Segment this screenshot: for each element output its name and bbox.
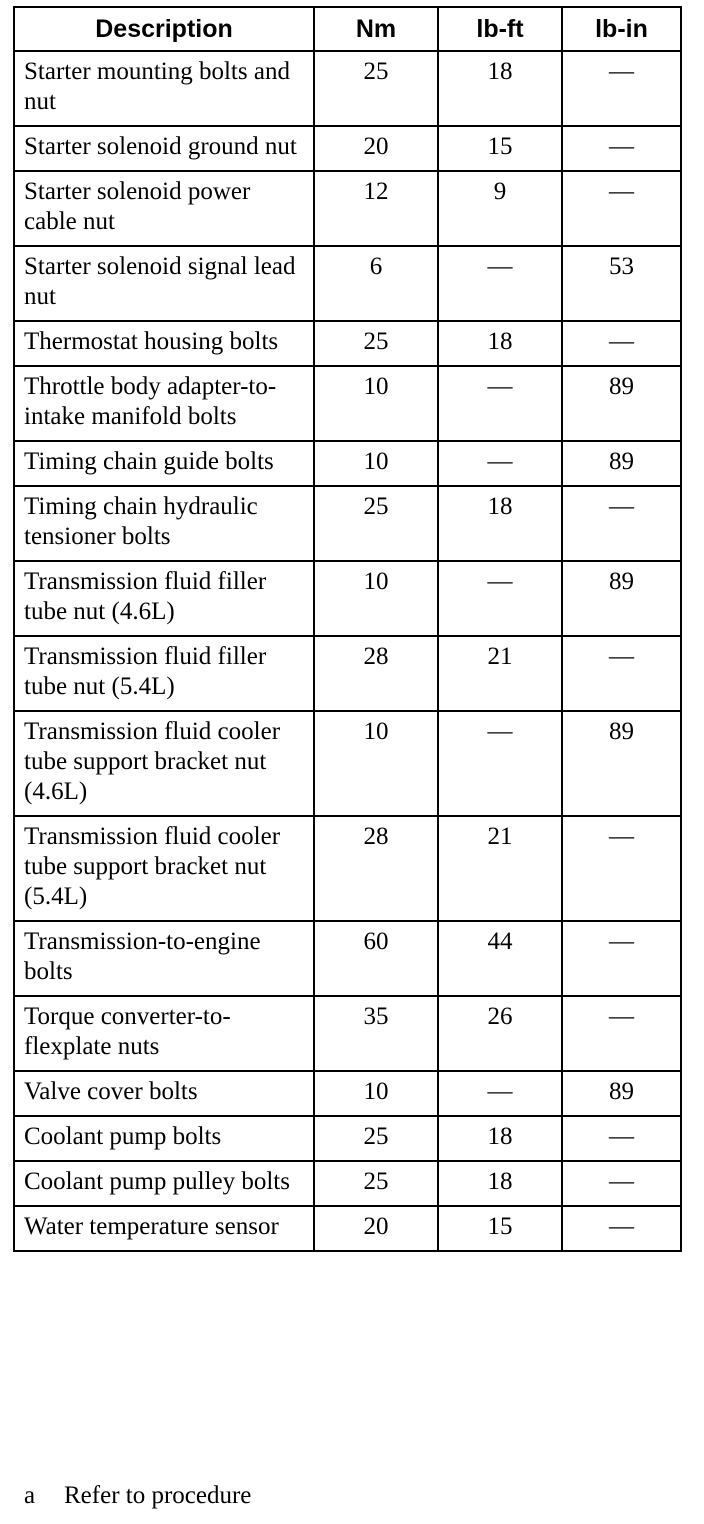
cell-description: Valve cover bolts bbox=[14, 1071, 314, 1116]
cell-lb-in: — bbox=[562, 51, 681, 126]
cell-nm: 10 bbox=[314, 441, 438, 486]
table-row bbox=[14, 246, 681, 321]
table-body bbox=[14, 51, 681, 1251]
cell-description: Throttle body adapter-to-intake manifold bolts bbox=[14, 366, 314, 441]
cell-lb-ft: 21 bbox=[438, 636, 562, 711]
cell-lb-ft: — bbox=[438, 1071, 562, 1116]
header-lb-in: lb-in bbox=[562, 7, 681, 51]
table-row bbox=[14, 561, 681, 636]
table-row bbox=[14, 486, 681, 561]
header-lb-ft: lb-ft bbox=[438, 7, 562, 51]
cell-description: Transmission-to-engine bolts bbox=[14, 921, 314, 996]
cell-lb-ft: 21 bbox=[438, 816, 562, 921]
header-nm: Nm bbox=[314, 7, 438, 51]
footnote bbox=[24, 1481, 251, 1511]
cell-nm: 6 bbox=[314, 246, 438, 321]
cell-lb-in: — bbox=[562, 1116, 681, 1161]
cell-lb-in: — bbox=[562, 486, 681, 561]
cell-nm: 10 bbox=[314, 366, 438, 441]
cell-lb-in: — bbox=[562, 171, 681, 246]
cell-nm: 10 bbox=[314, 711, 438, 816]
cell-lb-ft: — bbox=[438, 246, 562, 321]
cell-description: Coolant pump bolts bbox=[14, 1116, 314, 1161]
footnote-text: Refer to procedure bbox=[64, 1482, 252, 1509]
table-row bbox=[14, 1161, 681, 1206]
cell-description: Water temperature sensor bbox=[14, 1206, 314, 1251]
cell-lb-ft: 18 bbox=[438, 486, 562, 561]
cell-lb-in: — bbox=[562, 921, 681, 996]
cell-description: Starter solenoid signal lead nut bbox=[14, 246, 314, 321]
cell-description: Transmission fluid cooler tube support bracket nut (4.6L) bbox=[14, 711, 314, 816]
cell-lb-ft: 15 bbox=[438, 1206, 562, 1251]
cell-nm: 25 bbox=[314, 51, 438, 126]
cell-description: Transmission fluid cooler tube support bracket nut (5.4L) bbox=[14, 816, 314, 921]
cell-lb-in: 53 bbox=[562, 246, 681, 321]
cell-description: Starter solenoid ground nut bbox=[14, 126, 314, 171]
cell-nm: 25 bbox=[314, 1116, 438, 1161]
table-row bbox=[14, 1071, 681, 1116]
cell-description: Transmission fluid filler tube nut (4.6L) bbox=[14, 561, 314, 636]
header-row bbox=[14, 7, 681, 51]
cell-nm: 10 bbox=[314, 1071, 438, 1116]
cell-description: Coolant pump pulley bolts bbox=[14, 1161, 314, 1206]
cell-lb-ft: 18 bbox=[438, 51, 562, 126]
table-row bbox=[14, 636, 681, 711]
cell-lb-in: — bbox=[562, 636, 681, 711]
cell-lb-in: 89 bbox=[562, 441, 681, 486]
cell-lb-ft: — bbox=[438, 441, 562, 486]
table-row bbox=[14, 711, 681, 816]
cell-lb-in: 89 bbox=[562, 366, 681, 441]
cell-lb-ft: 18 bbox=[438, 321, 562, 366]
cell-lb-ft: 18 bbox=[438, 1161, 562, 1206]
cell-lb-ft: 18 bbox=[438, 1116, 562, 1161]
table-row bbox=[14, 921, 681, 996]
table-row bbox=[14, 126, 681, 171]
cell-lb-in: 89 bbox=[562, 561, 681, 636]
cell-lb-in: — bbox=[562, 996, 681, 1071]
table-row bbox=[14, 366, 681, 441]
cell-lb-in: 89 bbox=[562, 1071, 681, 1116]
cell-nm: 35 bbox=[314, 996, 438, 1071]
cell-description: Torque converter-to-flexplate nuts bbox=[14, 996, 314, 1071]
cell-nm: 25 bbox=[314, 1161, 438, 1206]
table-row bbox=[14, 996, 681, 1071]
cell-description: Starter mounting bolts and nut bbox=[14, 51, 314, 126]
cell-lb-in: 89 bbox=[562, 711, 681, 816]
cell-description: Thermostat housing bolts bbox=[14, 321, 314, 366]
torque-spec-table bbox=[13, 6, 682, 1252]
cell-nm: 20 bbox=[314, 126, 438, 171]
table-row bbox=[14, 51, 681, 126]
cell-lb-ft: 9 bbox=[438, 171, 562, 246]
cell-description: Timing chain guide bolts bbox=[14, 441, 314, 486]
cell-nm: 25 bbox=[314, 321, 438, 366]
cell-lb-in: — bbox=[562, 1206, 681, 1251]
cell-description: Transmission fluid filler tube nut (5.4L) bbox=[14, 636, 314, 711]
cell-lb-ft: 15 bbox=[438, 126, 562, 171]
cell-description: Timing chain hydraulic tensioner bolts bbox=[14, 486, 314, 561]
cell-nm: 60 bbox=[314, 921, 438, 996]
cell-nm: 10 bbox=[314, 561, 438, 636]
table-row bbox=[14, 1116, 681, 1161]
cell-lb-ft: — bbox=[438, 366, 562, 441]
table-header bbox=[14, 7, 681, 51]
cell-lb-in: — bbox=[562, 1161, 681, 1206]
cell-nm: 28 bbox=[314, 816, 438, 921]
table-row bbox=[14, 171, 681, 246]
cell-nm: 25 bbox=[314, 486, 438, 561]
cell-lb-ft: — bbox=[438, 711, 562, 816]
table-row bbox=[14, 321, 681, 366]
cell-lb-in: — bbox=[562, 126, 681, 171]
footnote-mark: a bbox=[24, 1482, 36, 1509]
cell-nm: 28 bbox=[314, 636, 438, 711]
cell-lb-ft: 44 bbox=[438, 921, 562, 996]
cell-nm: 20 bbox=[314, 1206, 438, 1251]
header-description: Description bbox=[14, 7, 314, 51]
cell-lb-in: — bbox=[562, 321, 681, 366]
table-row bbox=[14, 1206, 681, 1251]
table-row bbox=[14, 441, 681, 486]
cell-lb-ft: — bbox=[438, 561, 562, 636]
cell-lb-in: — bbox=[562, 816, 681, 921]
cell-lb-ft: 26 bbox=[438, 996, 562, 1071]
cell-description: Starter solenoid power cable nut bbox=[14, 171, 314, 246]
cell-nm: 12 bbox=[314, 171, 438, 246]
table-row bbox=[14, 816, 681, 921]
